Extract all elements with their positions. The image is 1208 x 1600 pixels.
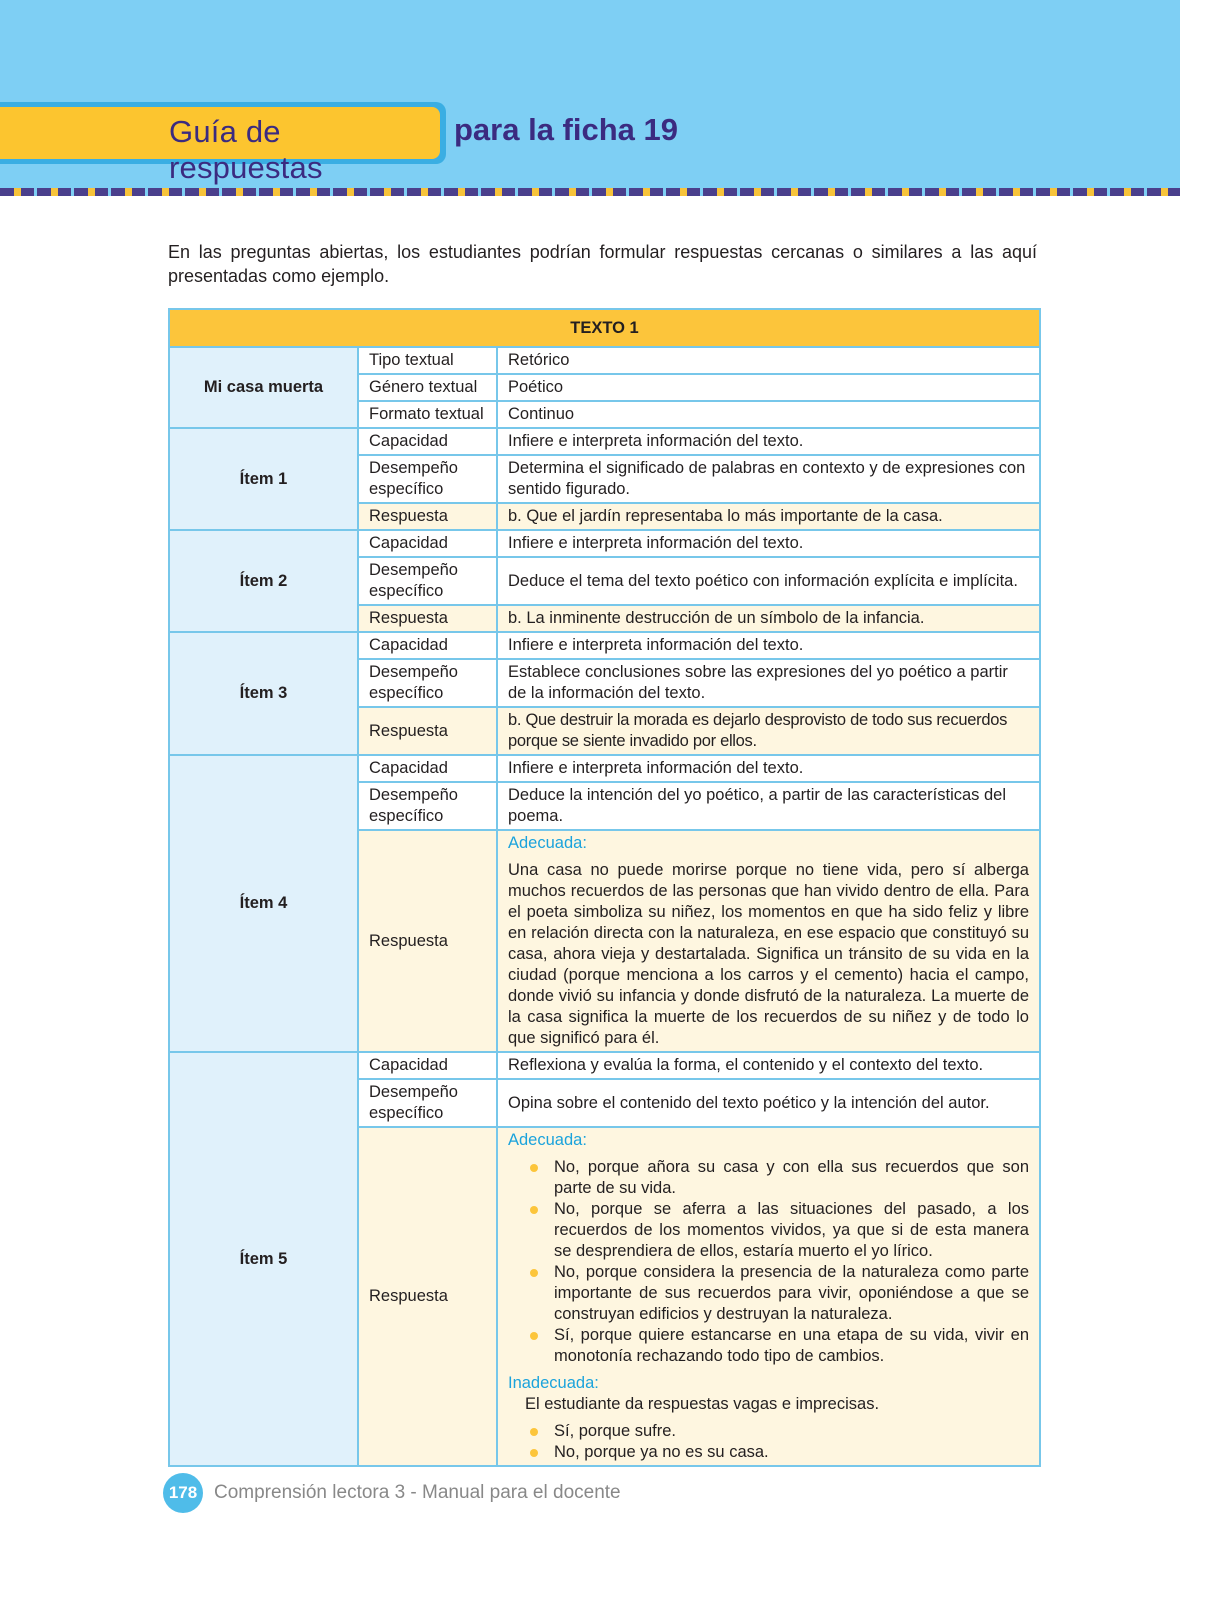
capacidad-value: Infiere e interpreta información del texto.	[497, 632, 1040, 659]
table-row	[169, 632, 1040, 659]
capacidad-value: Infiere e interpreta información del texto.	[497, 755, 1040, 782]
desempeno-label: Desempeño específico	[358, 557, 497, 605]
capacidad-value: Reflexiona y evalúa la forma, el contenido y el contexto del texto.	[497, 1052, 1040, 1079]
item-label: Ítem 5	[169, 1052, 358, 1466]
title-right: para la ficha 19	[454, 112, 679, 147]
respuesta-value	[497, 1127, 1040, 1466]
field-key: Formato textual	[358, 401, 497, 428]
inadecuada-tag: Inadecuada:	[508, 1374, 599, 1392]
poem-title-cell: Mi casa muerta	[169, 347, 358, 428]
respuesta-label: Respuesta	[358, 1127, 497, 1466]
respuesta-label: Respuesta	[358, 605, 497, 632]
table-heading: TEXTO 1	[169, 309, 1040, 347]
list-item: No, porque añora su casa y con ella sus recuerdos que son parte de su vida.	[528, 1157, 1029, 1199]
list-item: Sí, porque quiere estancarse en una etapa de su vida, vivir en monotonía rechazando todo tipo de cambios.	[528, 1325, 1029, 1367]
table-row	[169, 347, 1040, 374]
desempeno-value: Determina el significado de palabras en contexto y de expresiones con sentido figurado.	[497, 455, 1040, 503]
field-value: Continuo	[497, 401, 1040, 428]
desempeno-label: Desempeño específico	[358, 455, 497, 503]
header-dash-strip	[0, 188, 1180, 196]
capacidad-label: Capacidad	[358, 530, 497, 557]
capacidad-value: Infiere e interpreta información del texto.	[497, 428, 1040, 455]
adecuada-tag: Adecuada:	[508, 834, 587, 852]
inadecuada-text: El estudiante da respuestas vagas e imprecisas.	[525, 1395, 880, 1413]
table-heading-row	[169, 309, 1040, 347]
adecuada-list	[508, 1157, 1029, 1367]
desempeno-label: Desempeño específico	[358, 659, 497, 707]
capacidad-label: Capacidad	[358, 632, 497, 659]
desempeno-label: Desempeño específico	[358, 1079, 497, 1127]
respuesta-label: Respuesta	[358, 707, 497, 755]
respuesta-label: Respuesta	[358, 503, 497, 530]
desempeno-value: Opina sobre el contenido del texto poético y la intención del autor.	[497, 1079, 1040, 1127]
answer-table	[168, 308, 1041, 1467]
respuesta-value: b. Que el jardín representaba lo más importante de la casa.	[497, 503, 1040, 530]
capacidad-label: Capacidad	[358, 755, 497, 782]
inadecuada-list	[508, 1421, 1029, 1463]
title-tab	[0, 107, 440, 185]
page-number-badge: 178	[163, 1473, 203, 1513]
table-row	[169, 755, 1040, 782]
field-value: Poético	[497, 374, 1040, 401]
title-left: Guía de respuestas	[169, 114, 323, 185]
list-item: No, porque ya no es su casa.	[528, 1442, 1029, 1463]
item-label: Ítem 1	[169, 428, 358, 530]
field-key: Género textual	[358, 374, 497, 401]
item-label: Ítem 2	[169, 530, 358, 632]
field-key: Tipo textual	[358, 347, 497, 374]
capacidad-label: Capacidad	[358, 428, 497, 455]
respuesta-value	[497, 830, 1040, 1052]
desempeno-label: Desempeño específico	[358, 782, 497, 830]
table-row	[169, 1052, 1040, 1079]
adecuada-text: Una casa no puede morirse porque no tiene vida, pero sí alberga muchos recuerdos de las personas que han vivido dentro de ella. Para el poeta simboliza su niñez, los momentos en que ha sido feliz y libre en relación directa con la naturaleza, en ese espacio que constituyó su casa, ahora vieja y destartalada. Significa un tránsito de su vida en la ciudad (porque menciona a los carros y el cemento) hacia el campo, donde vivió su infancia y donde disfrutó de la naturaleza. La muerte de la casa significa la muerte de los recuerdos de su niñez y de todo lo que significó para él.	[508, 861, 1029, 1047]
respuesta-value: b. La inminente destrucción de un símbolo de la infancia.	[497, 605, 1040, 632]
field-value: Retórico	[497, 347, 1040, 374]
adecuada-tag: Adecuada:	[508, 1131, 587, 1149]
capacidad-label: Capacidad	[358, 1052, 497, 1079]
item-label: Ítem 3	[169, 632, 358, 755]
list-item: Sí, porque sufre.	[528, 1421, 1029, 1442]
respuesta-value: b. Que destruir la morada es dejarlo desprovisto de todo sus recuerdos porque se siente invadido por ellos.	[497, 707, 1040, 755]
footer-text: Comprensión lectora 3 - Manual para el docente	[214, 1482, 621, 1503]
capacidad-value: Infiere e interpreta información del texto.	[497, 530, 1040, 557]
respuesta-label: Respuesta	[358, 830, 497, 1052]
item-label: Ítem 4	[169, 755, 358, 1052]
table-row	[169, 428, 1040, 455]
table-row	[169, 530, 1040, 557]
intro-paragraph: En las preguntas abiertas, los estudiantes podrían formular respuestas cercanas o similares a las aquí presentadas como ejemplo.	[168, 242, 1037, 286]
list-item: No, porque considera la presencia de la naturaleza como parte importante de sus recuerdos para vivir, oponiéndose a que se construyan edificios y destruyan la naturaleza.	[528, 1262, 1029, 1325]
desempeno-value: Deduce el tema del texto poético con información explícita e implícita.	[497, 557, 1040, 605]
list-item: No, porque se aferra a las situaciones del pasado, a los recuerdos de los momentos vividos, ya que si de esta manera se desprendiera de ellos, estaría muerto el yo lírico.	[528, 1199, 1029, 1262]
desempeno-value: Establece conclusiones sobre las expresiones del yo poético a partir de la información del texto.	[497, 659, 1040, 707]
desempeno-value: Deduce la intención del yo poético, a partir de las características del poema.	[497, 782, 1040, 830]
